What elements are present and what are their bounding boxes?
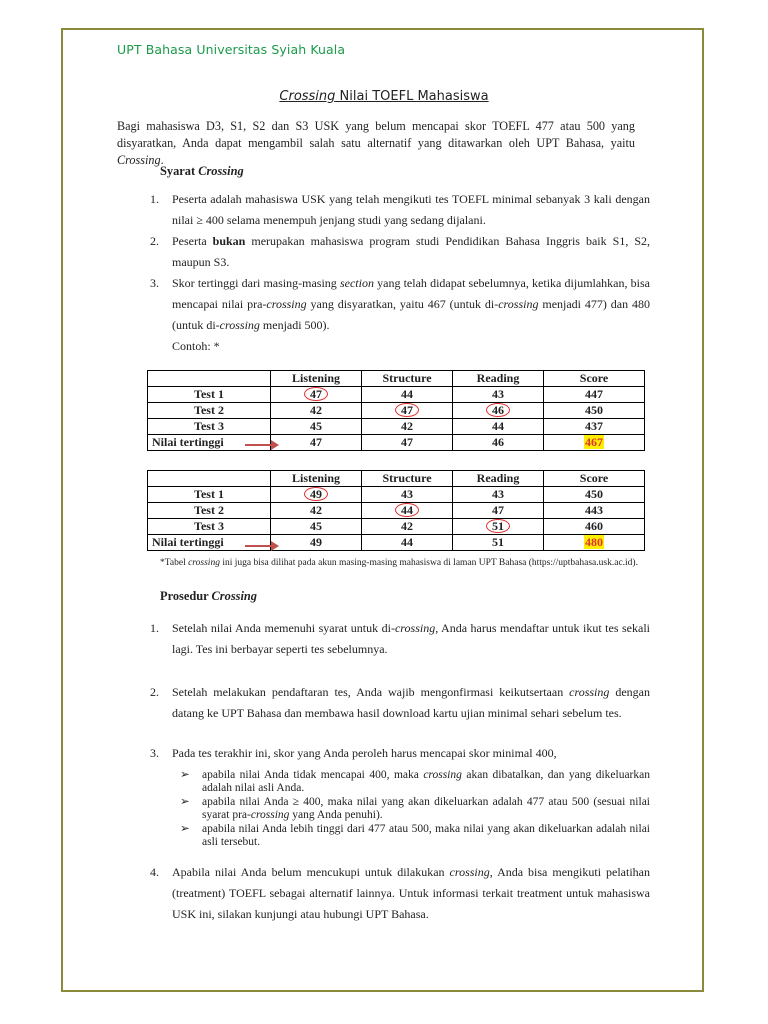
arrow-bullet-icon: ➢ <box>180 823 190 835</box>
list-item: ➢ apabila nilai Anda tidak mencapai 400, maka crossing akan dibatalkan, dan yang dikeluarkan adalah nilai asli Anda. <box>180 769 650 794</box>
table-final-row: Nilai tertinggi 49 44 51 480 <box>148 535 645 551</box>
highlighted-score: 467 <box>585 435 603 449</box>
table-row: Test 3 45 42 44 437 <box>148 419 645 435</box>
list-item: ➢ apabila nilai Anda ≥ 400, maka nilai yang akan dikeluarkan adalah 477 atau 500 (sesuai nilai syarat pra-crossing yang Anda penuhi). <box>180 796 650 821</box>
circled-value: 46 <box>486 403 510 417</box>
arrow-bullet-icon: ➢ <box>180 796 190 808</box>
circled-value: 51 <box>486 519 510 533</box>
highlighted-score: 480 <box>585 535 603 549</box>
score-table-2 <box>147 470 645 551</box>
page-title: Crossing Nilai TOEFL Mahasiswa <box>279 89 489 104</box>
list-item: ➢ apabila nilai Anda lebih tinggi dari 477 atau 500, maka nilai yang akan dikeluarkan adalah nilai asli tersebut. <box>180 823 650 848</box>
circled-value: 47 <box>304 387 328 401</box>
table-header-row: Listening Structure Reading Score <box>148 471 645 487</box>
syarat-heading: Syarat Crossing <box>160 164 244 178</box>
circled-value: 47 <box>395 403 419 417</box>
arrow-right-icon <box>244 539 280 553</box>
table-row: Test 2 42 44 47 443 <box>148 503 645 519</box>
intro-paragraph: Bagi mahasiswa D3, S1, S2 dan S3 USK yang belum mencapai skor TOEFL 477 atau 500 yang disyaratkan, Anda dapat mengambil salah satu alternatif yang ditawarkan oleh UPT Bahasa, yaitu Crossing. <box>117 119 635 167</box>
org-header: UPT Bahasa Universitas Syiah Kuala <box>117 42 346 57</box>
prosedur-bullet-list <box>180 769 650 850</box>
table-row: Test 1 47 44 43 447 <box>148 387 645 403</box>
table-header-row: Listening Structure Reading Score <box>148 371 645 387</box>
table-footnote: *Tabel crossing ini juga bisa dilihat pada akun masing-masing mahasiswa di laman UPT Bahasa (https://uptbahasa.usk.ac.id). <box>160 558 638 568</box>
table-row: Test 1 49 43 43 450 <box>148 487 645 503</box>
table-row: Test 2 42 47 46 450 <box>148 403 645 419</box>
table-final-row: Nilai tertinggi 47 47 46 467 <box>148 435 645 451</box>
arrow-right-icon <box>244 438 280 452</box>
circled-value: 49 <box>304 487 328 501</box>
circled-value: 44 <box>395 503 419 517</box>
table-row: Test 3 45 42 51 460 <box>148 519 645 535</box>
prosedur-heading: Prosedur Crossing <box>160 589 257 603</box>
arrow-bullet-icon: ➢ <box>180 769 190 781</box>
score-table-1 <box>147 370 645 451</box>
